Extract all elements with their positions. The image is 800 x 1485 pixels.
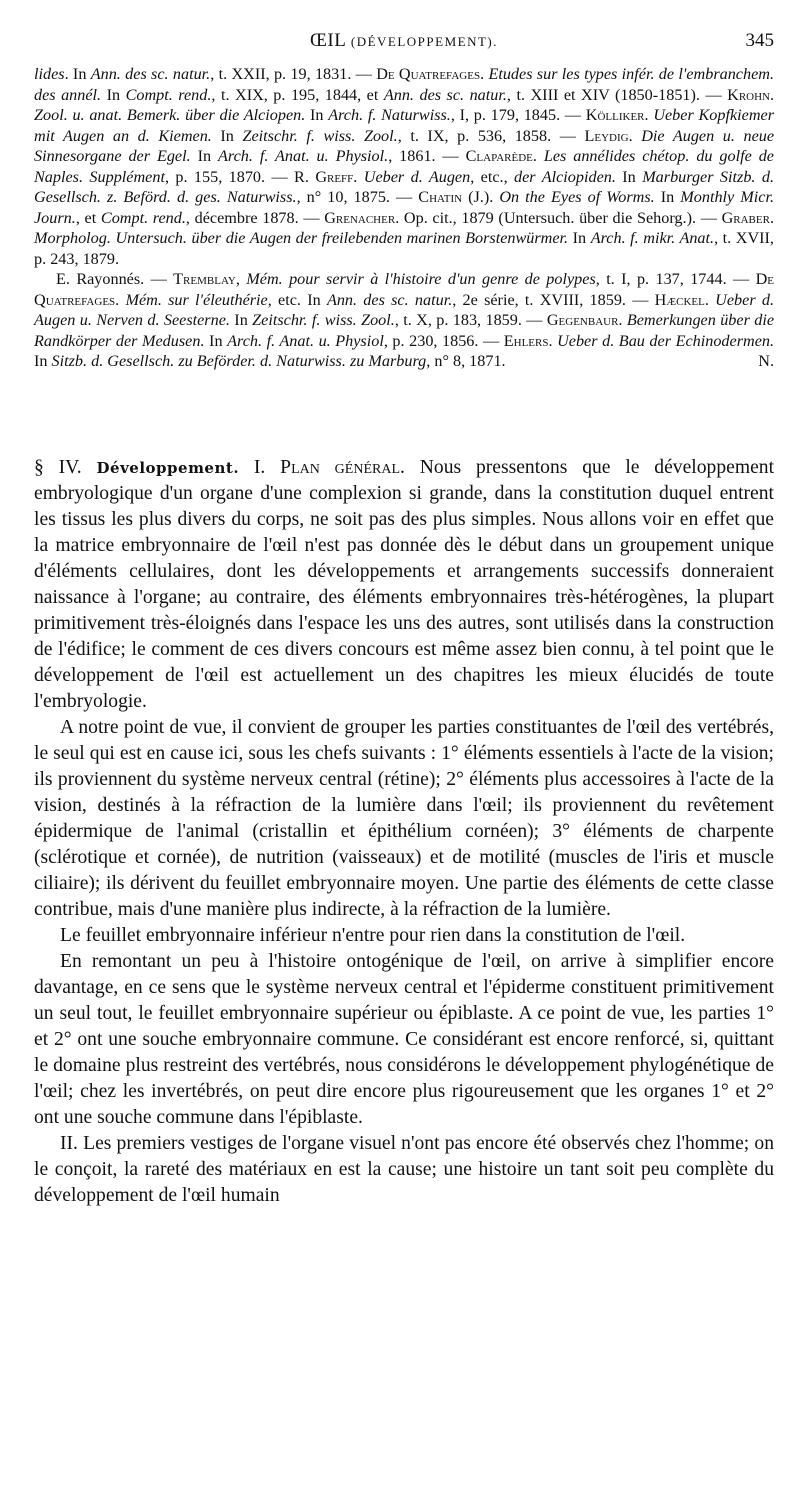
citation-title: Les annélides chétop. du golfe de Naples. Supplément (34, 147, 774, 186)
citation-text: . (115, 290, 126, 309)
author-name: Ehlers (503, 331, 549, 350)
author-name: Kölliker (585, 106, 645, 124)
citation-title: Bemerkungen über die Randkörper der Medusen. (34, 311, 775, 350)
citation-text: In (204, 331, 228, 350)
citation-title: Arch. f. Anat. u. Physiol (227, 331, 384, 350)
citation-title: Ueber d. Bau der Echinodermen. (557, 331, 775, 350)
citation-title: Ueber Kopfkiemer mit Augen an d. Kiemen. (34, 106, 775, 145)
author-signature: N. (758, 352, 774, 370)
citation-text: . In (64, 65, 91, 83)
header-title-main: ŒIL (309, 30, 346, 51)
citation-title: Arch. f. Anat. u. Physiol. (217, 147, 389, 165)
citation-text: In (190, 147, 218, 165)
citation-text: , etc. In (267, 290, 327, 309)
paragraph-section-intro (34, 455, 774, 715)
author-name: Graber (721, 208, 770, 227)
citation-title: Zeitschr. f. wiss. Zool. (242, 126, 398, 145)
citation-title: Ueber d. Augen (363, 167, 471, 186)
citation-text: , t. XXII, p. 19, 1831. — (210, 65, 377, 83)
bibliography-block (34, 64, 774, 372)
citation-text: In (654, 188, 681, 206)
citation-text: In (568, 229, 591, 247)
citation-text: , p. 155, 1870. — R. (164, 167, 316, 186)
citation-title: Compt. rend. (100, 208, 186, 227)
citation-title: Etudes sur les types infér. de l'embranchem. des annél. (34, 65, 775, 104)
citation-text: . (704, 290, 716, 309)
citation-text: , t. IX, p. 536, 1858. — (397, 126, 585, 145)
citation-title: Zool. u. anat. Bemerk. über die Alciopen. (34, 106, 306, 124)
citation-text: , t. XVII, p. 243, 1879. (34, 229, 774, 268)
header-title (34, 30, 774, 52)
citation-text: In (101, 85, 126, 104)
citation-title: Mém. pour servir à l'histoire d'un genre de polypes (246, 270, 596, 288)
citation-text: , décembre 1878. — (185, 208, 325, 227)
citation-title: Arch. f. mikr. Anat. (590, 229, 715, 247)
author-name: Tremblay (173, 270, 236, 288)
citation-text: . (353, 167, 364, 186)
citation-text: , et (75, 208, 101, 227)
author-name: De Quatrefages (34, 270, 774, 309)
citation-text: In (229, 311, 253, 329)
citation-title: Ann. des sc. natur. (383, 85, 507, 104)
citation-text: , t. I, p. 137, 1744. — (595, 270, 756, 288)
citation-text: . (548, 331, 558, 350)
author-name: Hæckel (654, 290, 705, 309)
citation-text: E. Rayonnés. — (56, 270, 174, 288)
section-mark: § IV. (34, 457, 82, 478)
paragraph: II. Les premiers vestiges de l'organe visuel n'ont pas encore été observés chez l'homme; on le conçoit, la rareté des matériaux en est la cause; une histoire un tant soit peu complète du développement de l'œil humain (34, 1133, 774, 1206)
running-header (34, 30, 774, 54)
citation-text: . (480, 65, 489, 83)
citation-text: , p. 230, 1856. — (383, 331, 504, 350)
citation-title: Mém. sur l'éleuthérie (125, 290, 268, 309)
paragraph: Le feuillet embryonnaire inférieur n'entre pour rien dans la constitution de l'œil. (60, 925, 686, 946)
citation-text: . Op. cit., 1879 (Untersuch. über die Sehorg.). — (395, 208, 722, 227)
citation-text: . (628, 126, 642, 145)
citation-text: . (618, 311, 627, 329)
citation-title: Morpholog. Untersuch. über die Augen der freilebenden marinen Borstenwürmer. (34, 229, 569, 247)
author-name: Krohn (727, 85, 770, 104)
citation-title: Sitzb. d. Gesellsch. zu Beförder. d. Naturwiss. zu Marburg (51, 352, 427, 370)
main-text (34, 455, 774, 1209)
bibliography-paragraph (34, 269, 774, 372)
citation-title: Ueber d. Augen u. Nerven d. Seesterne. (34, 290, 775, 329)
citation-text: . (769, 85, 775, 104)
citation-text: In (305, 106, 329, 124)
citation-title: Die Augen u. neue Sinnesorgane der Egel. (34, 126, 775, 165)
paragraph: A notre point de vue, il convient de grouper les parties constituantes de l'œil des vertébrés, le seul qui est en cause ici, sous les chefs suivants : 1° éléments essentiels à l'acte de la vision; ils proviennent du système nerveux central (rétine); 2° éléments plus accessoires à l'acte de la vision, destinés à la réfraction de la lumière dans l'œil; ils proviennent du revêtement épidermique de l'animal (cristallin et épithélium cornéen); 3° éléments de charpente (sclérotique et cornée), de nutrition (vaisseaux) et de motilité (muscles de l'iris et muscle ciliaire); ils dérivent du feuillet embryonnaire moyen. Une partie des éléments de cette classe contribue, mais d'une manière plus indirecte, à la réfraction de la lumière. (34, 717, 774, 920)
citation-text: In (615, 167, 643, 186)
citation-text: , etc., (470, 167, 515, 186)
author-name: Greff (315, 167, 354, 186)
citation-title: Marburger Sitzb. d. Gesellsch. z. Beförd. d. ges. Naturwiss. (34, 167, 774, 206)
citation-title: lides (34, 65, 65, 83)
citation-title: der Alciopiden. (514, 167, 616, 186)
author-name: De Quatrefages (376, 65, 481, 83)
citation-text: , t. XIX, p. 195, 1844, et (211, 85, 384, 104)
paragraph-text: Nous pressentons que le développement embryologique d'un organe d'une complexion si grande, dans la constitution duquel entrent les tissus les plus divers du corps, ne soit pas des plus simples. Nous allons voir en effet que la matrice embryonnaire de l'œil n'est pas donnée dès le début dans un groupement unique d'éléments cellulaires, dont les développements et arrangements successifs donneraient naissance à l'organe; au contraire, des éléments embryonnaires très-hétérogènes, la plupart primitivement très-éloignés dans l'espace les uns des autres, sont utilisés dans la construction de l'édifice; le comment de ces divers concours est même assez bien connu, à tel point que le développement de l'œil est actuellement un des chapitres les mieux élucidés de toute l'embryologie. (34, 457, 775, 712)
author-name: Chatin (418, 188, 463, 206)
section-title: Développement. (96, 459, 240, 477)
bibliography-paragraph (34, 64, 774, 269)
citation-text: In (34, 352, 52, 370)
citation-title: Monthly Micr. Journ. (34, 188, 774, 227)
citation-text: , (235, 270, 247, 288)
citation-text: , t. XIII et XIV (1850-1851). — (506, 85, 728, 104)
citation-title: Zeitschr. f. wiss. Zool. (252, 311, 395, 329)
citation-text: , I, p. 179, 1845. — (450, 106, 586, 124)
citation-text: . (644, 106, 654, 124)
citation-text: . (769, 208, 774, 227)
author-name: Claparède (465, 147, 533, 165)
citation-text: . (532, 147, 544, 165)
citation-text: , n° 8, 1871. (426, 352, 506, 370)
citation-text: , n° 10, 1875. — (296, 188, 419, 206)
citation-text: , t. X, p. 183, 1859. — (394, 311, 547, 329)
author-name: Gegenbaur (546, 311, 619, 329)
author-name: Grenacher (324, 208, 396, 227)
header-title-sub: (DÉVELOPPEMENT). (350, 34, 498, 49)
citation-text: In (211, 126, 243, 145)
author-name: Leydig (584, 126, 629, 145)
citation-title: Arch. f. Naturwiss. (328, 106, 451, 124)
subsection-number: I. (253, 457, 266, 478)
page-number: 345 (745, 30, 774, 51)
citation-title: Ann. des sc. natur. (326, 290, 453, 309)
citation-text: , 1861. — (388, 147, 466, 165)
citation-title: Ann. des sc. natur. (90, 65, 211, 83)
citation-text: , 2e série, t. XVIII, 1859. — (452, 290, 655, 309)
citation-title: On the Eyes of Worms. (499, 188, 655, 206)
subsection-title: Plan général. (280, 457, 405, 478)
citation-text: (J.). (462, 188, 500, 206)
citation-title: Compt. rend. (125, 85, 212, 104)
paragraph: En remontant un peu à l'histoire ontogénique de l'œil, on arrive à simplifier encore davantage, en ce sens que le système nerveux central et l'épiderme constituent primitivement un seul tout, le feuillet embryonnaire supérieur ou épiblaste. A ce point de vue, les parties 1° et 2° ont une souche embryonnaire commune. Ce considérant est encore renforcé, si, quittant le domaine plus restreint des vertébrés, nous considérons le développement phylogénétique de l'œil; chez les invertébrés, on peut dire encore plus rigoureusement que les organes 1° et 2° ont une souche commune dans l'épiblaste. (34, 951, 774, 1128)
